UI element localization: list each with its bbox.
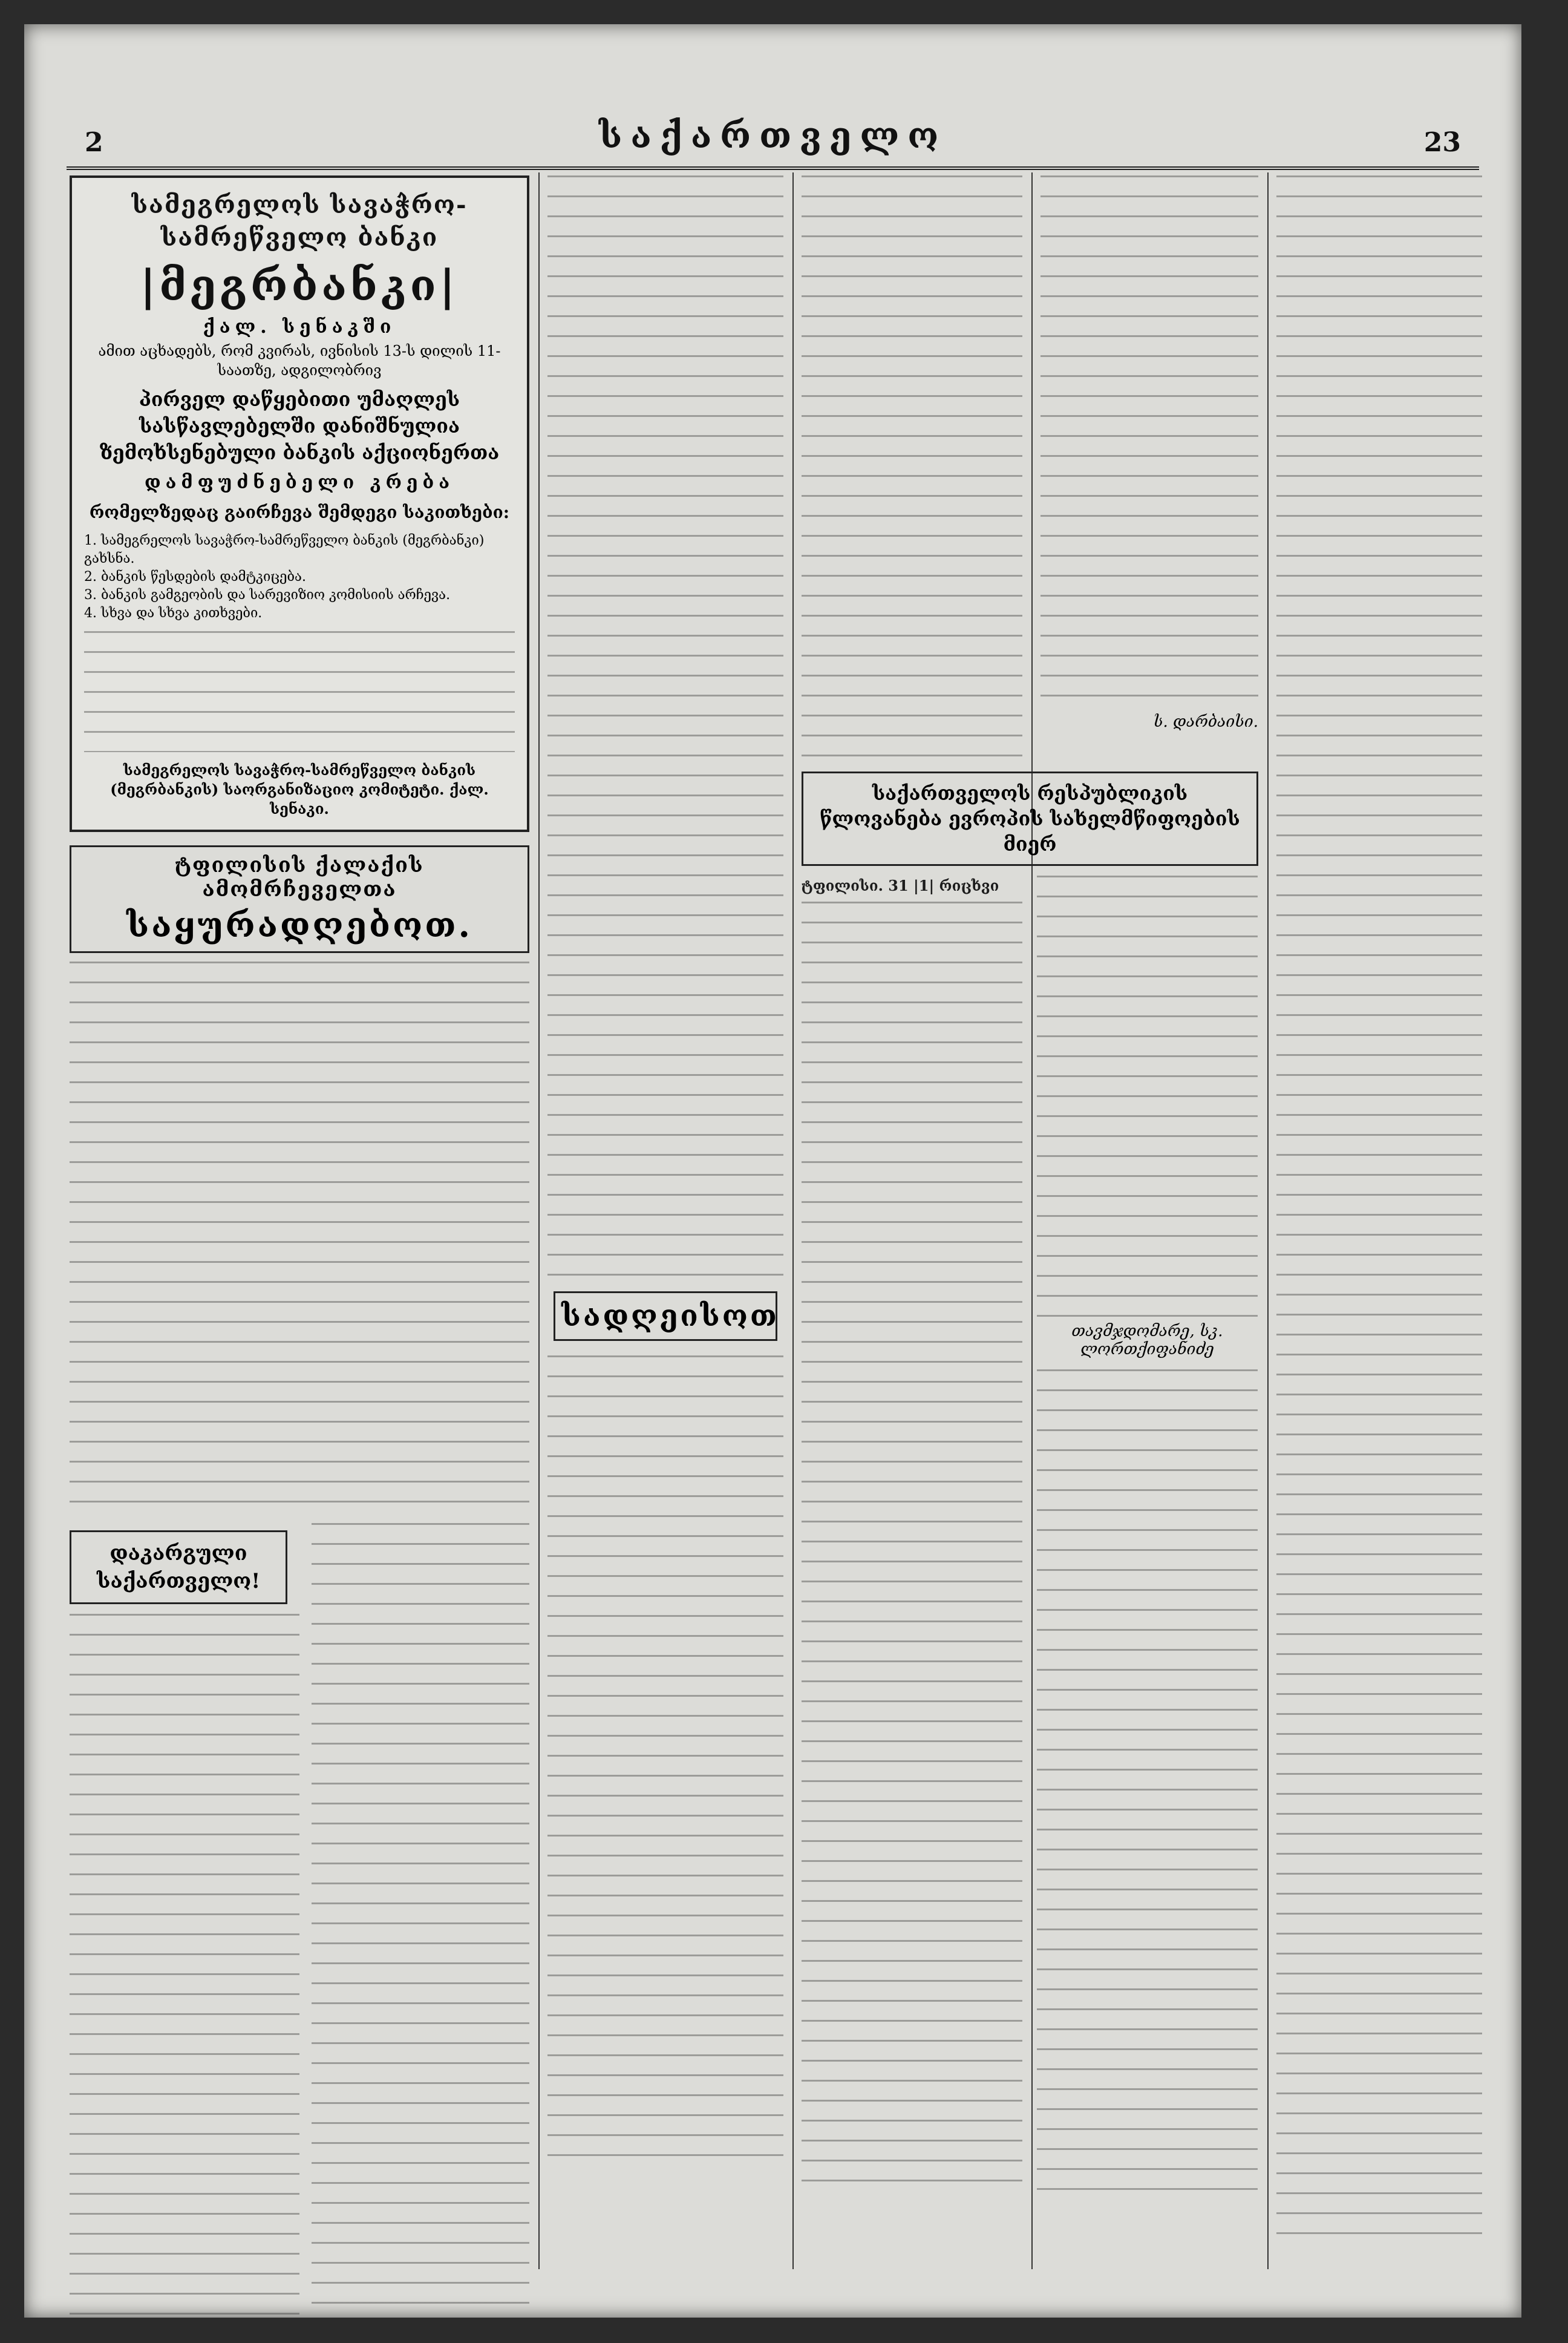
column-rule: [538, 172, 540, 2269]
dateline: ტფილისი. 31 |1| რიცხვი: [802, 877, 999, 894]
notice-title: საყურადღებოთ.: [126, 905, 472, 945]
signature: ს. დარბაისი.: [1153, 713, 1258, 731]
ad-subject: პირველ დაწყებითი უმაღლეს სასწავლებელში დანიშნულია ზემოხსენებული ბანკის აქციონერთა: [99, 388, 500, 464]
agenda-item: 3. ბანკის გამგეობის და სარევიზიო კომისიის არჩევა.: [84, 588, 451, 603]
republic-col-a-text: [802, 902, 1022, 2191]
column-5: [1276, 175, 1482, 2239]
column-1: [70, 175, 529, 2318]
notice-heading: ტფილისის ქალაქის ამომრჩეველთა: [175, 853, 424, 902]
republic-article: [802, 772, 1258, 2192]
column-4-text: [1040, 175, 1258, 708]
column-rule: [1267, 172, 1269, 2269]
page-number-right: 23: [1423, 127, 1461, 158]
masthead: საქართველო: [598, 115, 947, 156]
agenda-item: 2. ბანკის წესდების დამტკიცება.: [84, 569, 306, 585]
column-3: [802, 175, 1022, 756]
page-number-left: 2: [85, 127, 103, 158]
lost-georgia-text: [70, 1614, 299, 2318]
column-2-text: [547, 175, 783, 1277]
ad-agenda-head: რომელზედაც გაირჩევა შემდეგი საკითხები:: [89, 502, 510, 522]
agenda-item: 1. სამეგრელოს სავაჭრო-სამრეწველო ბანკის (მეგრბანკი) გახსნა.: [84, 533, 485, 566]
republic-col-b: [1037, 876, 1258, 2192]
column-2-lower-text: [547, 1355, 783, 2160]
ad-agenda: [84, 532, 515, 623]
chairman-signature: თავმჯდომარე, სკ. ლორთქიფანიძე: [1071, 1322, 1223, 1358]
column-5-text: [1276, 175, 1482, 2239]
tbilisi-voters-notice: [70, 845, 529, 953]
republic-col-a: [802, 876, 1022, 2192]
column-4: [1040, 175, 1258, 742]
republic-col-b-text: [1037, 876, 1258, 1317]
republic-headline: საქართველოს რესპუბლიკის წლოვანება ევროპის სახელმწიფოების მიერ: [802, 772, 1258, 866]
lost-georgia-heading: დაკარგული საქართველო!: [70, 1530, 287, 1604]
sadgerzelo-heading: სადღეისოთ: [554, 1291, 777, 1341]
column-rule: [792, 172, 794, 2269]
ad-assembly: დამფუძნებელი კრება: [144, 472, 455, 493]
masthead-rule: [67, 166, 1479, 170]
ad-bank-name: |მეგრბანკი|: [140, 260, 459, 310]
bank-advertisement: [70, 175, 529, 832]
ad-body-text: [84, 631, 515, 752]
column-3-text: [802, 175, 1022, 756]
ad-title: სამეგრელოს სავაჭრო-სამრეწველო ბანკი: [131, 191, 468, 252]
newspaper-page: [24, 24, 1521, 2318]
ad-footer: სამეგრელოს სავაჭრო-სამრეწველო ბანკის (მეგრბანკის) საორგანიზაციო კომიტეტი. ქალ. სენაკი.: [110, 761, 489, 818]
notice-body-text: [70, 962, 529, 1506]
republic-col-b-lower: [1037, 1369, 1258, 2192]
column-1b-text: [312, 1523, 529, 2318]
agenda-item: 4. სხვა და სხვა კითხვები.: [84, 606, 263, 621]
column-2: [547, 175, 783, 2160]
ad-meeting-line: ამით აცხადებს, რომ კვირას, ივნისის 13-ს დილის 11-საათზე, ადგილობრივ: [98, 342, 501, 379]
ad-city: ქალ. სენაკში: [203, 316, 396, 338]
